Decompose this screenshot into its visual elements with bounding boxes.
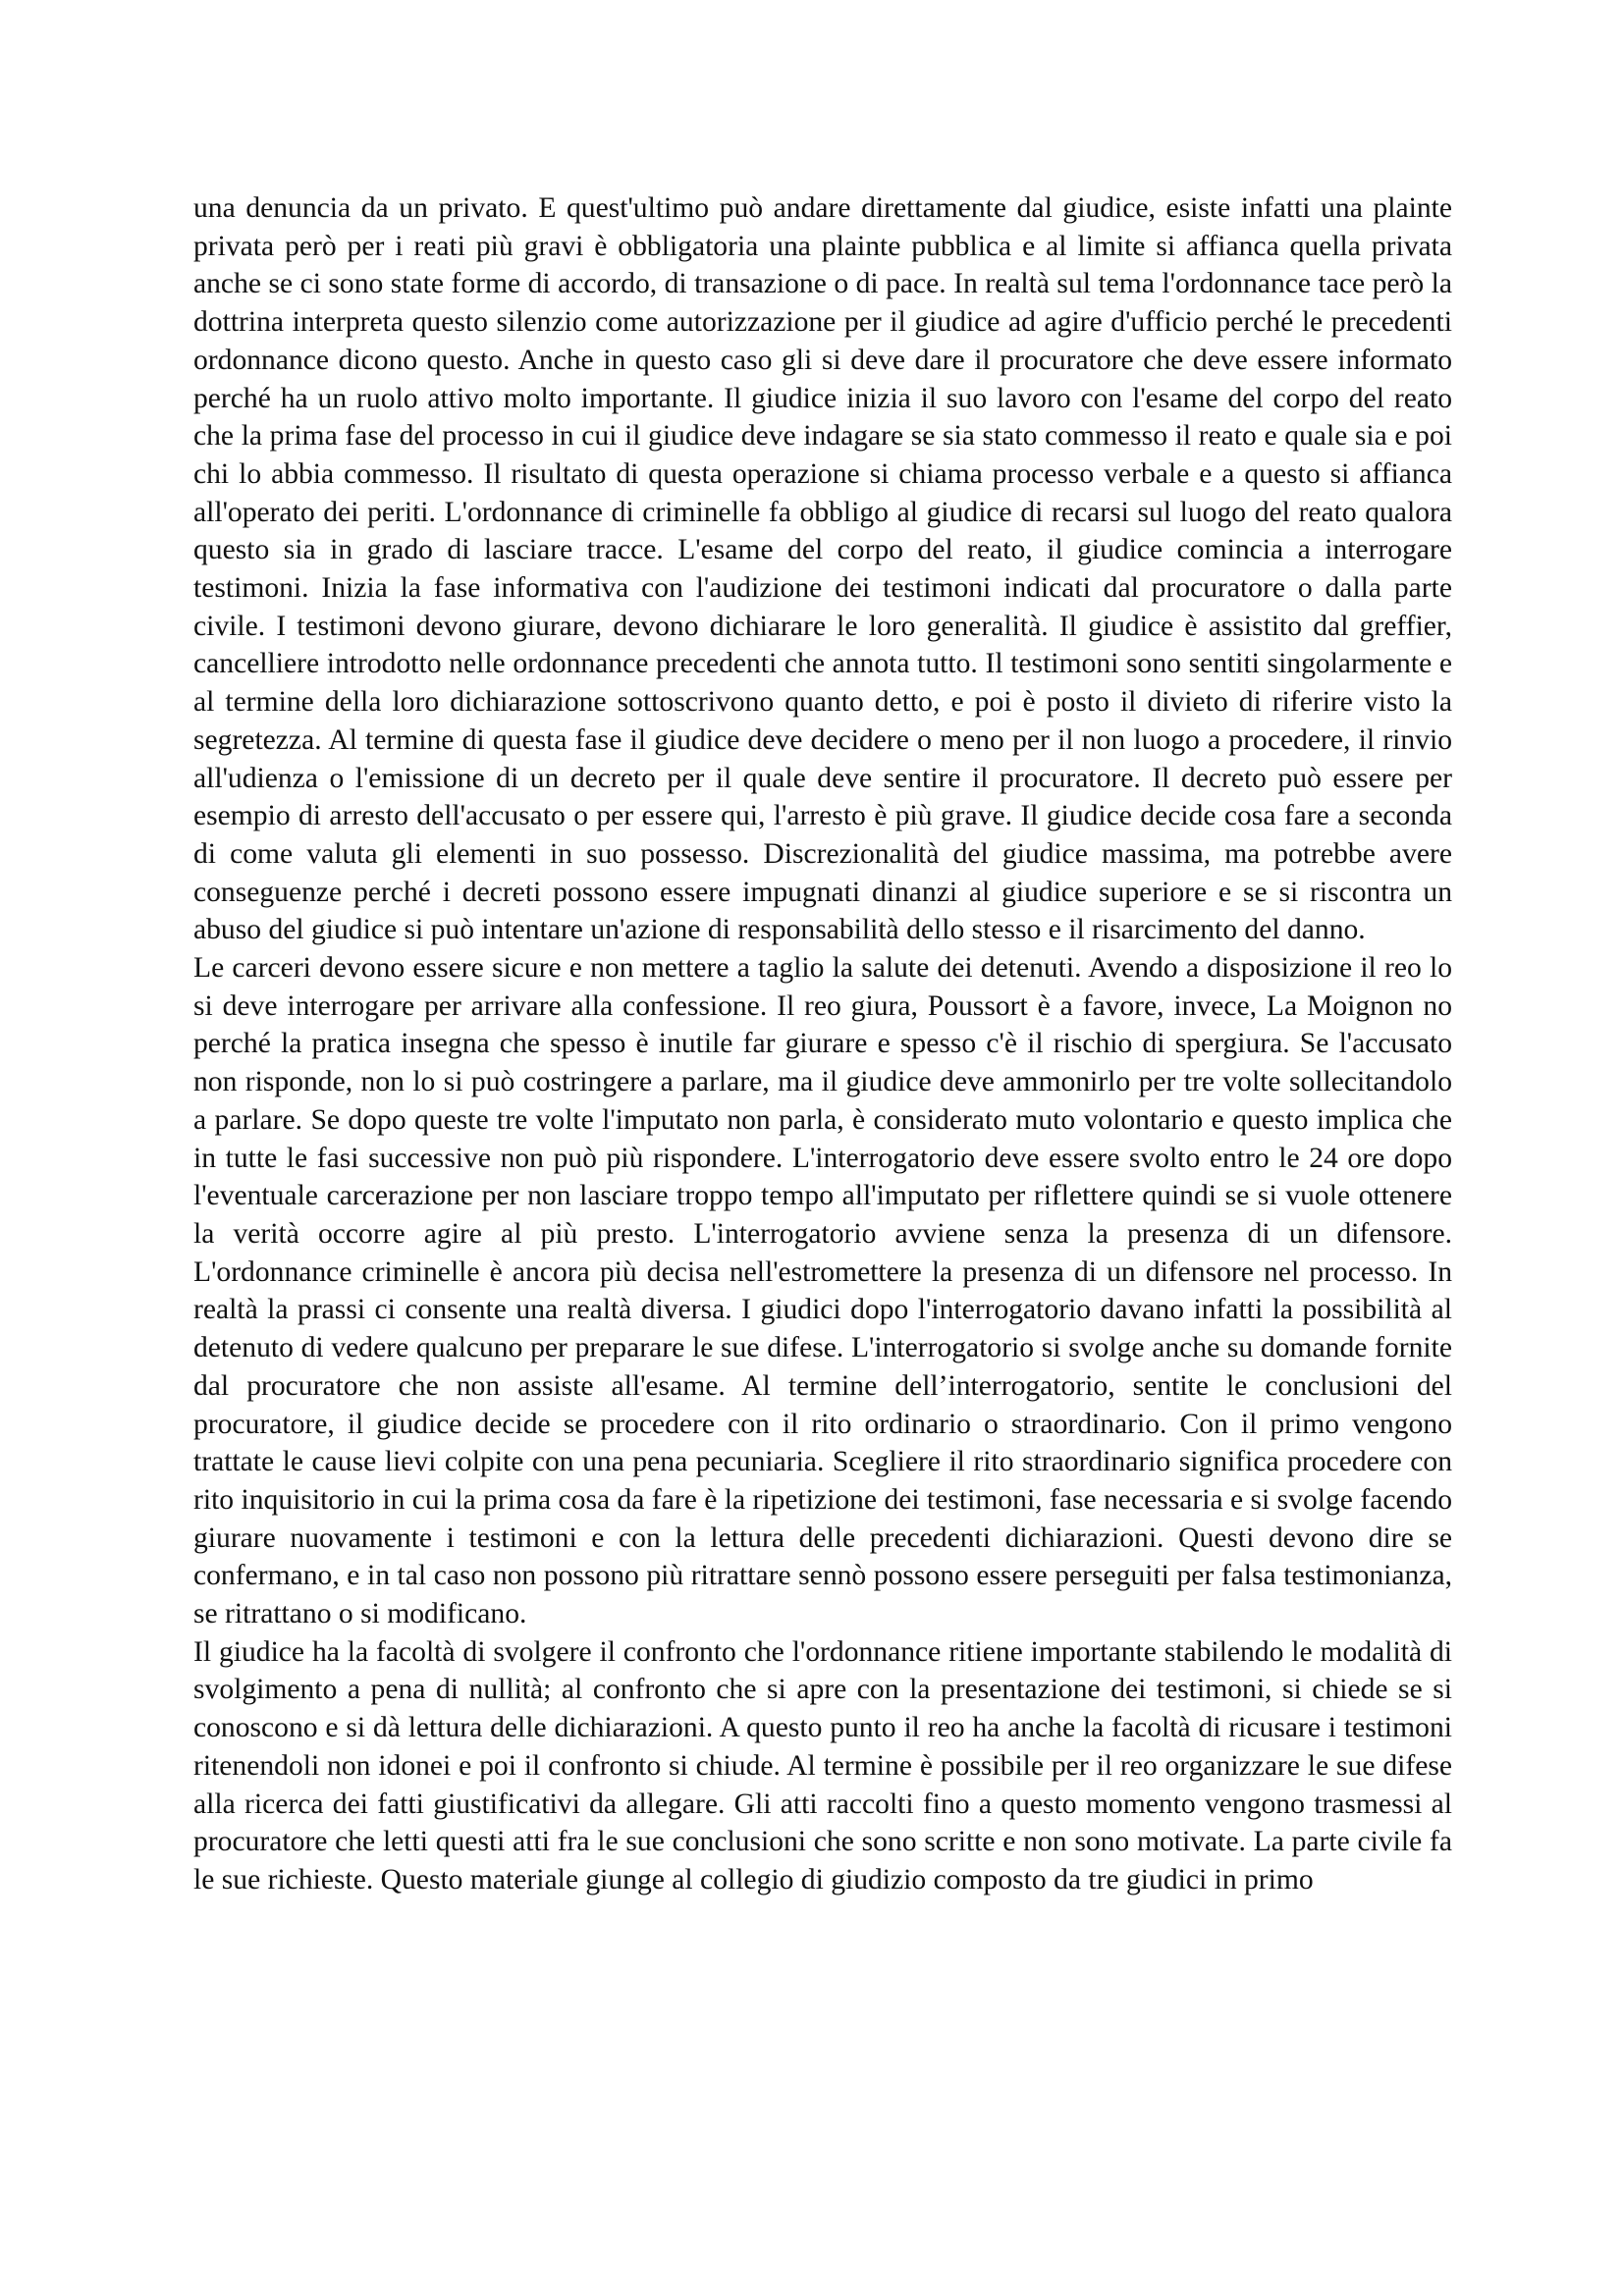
- paragraph-1: una denuncia da un privato. E quest'ultimo può andare direttamente dal giudice, esiste infatti una plainte privata però per i reati più gravi è obbligatoria una plainte pubblica e al limite si affianca quella privata anche se ci sono state forme di accordo, di transazione o di pace. In realtà sul tema l'ordonnance tace però la dottrina interpreta questo silenzio come autorizzazione per il giudice ad agire d'ufficio perché le precedenti ordonnance dicono questo. Anche in questo caso gli si deve dare il procuratore che deve essere informato perché ha un ruolo attivo molto importante. Il giudice inizia il suo lavoro con l'esame del corpo del reato che la prima fase del processo in cui il giudice deve indagare se sia stato commesso il reato e quale sia e poi chi lo abbia commesso. Il risultato di questa operazione si chiama processo verbale e a questo si affianca all'operato dei periti. L'ordonnance di criminelle fa obbligo al giudice di recarsi sul luogo del reato qualora questo sia in grado di lasciare tracce. L'esame del corpo del reato, il giudice comincia a interrogare testimoni. Inizia la fase informativa con l'audizione dei testimoni indicati dal procuratore o dalla parte civile. I testimoni devono giurare, devono dichiarare le loro generalità. Il giudice è assistito dal greffier, cancelliere introdotto nelle ordonnance precedenti che annota tutto. Il testimoni sono sentiti singolarmente e al termine della loro dichiarazione sottoscrivono quanto detto, e poi è posto il divieto di riferire visto la segretezza. Al termine di questa fase il giudice deve decidere o meno per il non luogo a procedere, il rinvio all'udienza o l'emissione di un decreto per il quale deve sentire il procuratore. Il decreto può essere per esempio di arresto dell'accusato o per essere qui, l'arresto è più grave. Il giudice decide cosa fare a seconda di come valuta gli elementi in suo possesso. Discrezionalità del giudice massima, ma potrebbe avere conseguenze perché i decreti possono essere impugnati dinanzi al giudice superiore e se si riscontra un abuso del giudice si può intentare un'azione di responsabilità dello stesso e il risarcimento del danno.: [193, 192, 1452, 946]
- document-page: [193, 189, 1452, 1899]
- paragraph-3: Il giudice ha la facoltà di svolgere il confronto che l'ordonnance ritiene importante stabilendo le modalità di svolgimento a pena di nullità; al confronto che si apre con la presentazione dei testimoni, si chiede se si conoscono e si dà lettura delle dichiarazioni. A questo punto il reo ha anche la facoltà di ricusare i testimoni ritenendoli non idonei e poi il confronto si chiude. Al termine è possibile per il reo organizzare le sue difese alla ricerca dei fatti giustificativi da allegare. Gli atti raccolti fino a questo momento vengono trasmessi al procuratore che letti questi atti fra le sue conclusioni che sono scritte e non sono motivate. La parte civile fa le sue richieste. Questo materiale giunge al collegio di giudizio composto da tre giudici in primo: [193, 1635, 1452, 1896]
- paragraph-2: Le carceri devono essere sicure e non mettere a taglio la salute dei detenuti. Avendo a disposizione il reo lo si deve interrogare per arrivare alla confessione. Il reo giura, Poussort è a favore, invece, La Moignon no perché la pratica insegna che spesso è inutile far giurare e spesso c'è il rischio di spergiura. Se l'accusato non risponde, non lo si può costringere a parlare, ma il giudice deve ammonirlo per tre volte sollecitandolo a parlare. Se dopo queste tre volte l'imputato non parla, è considerato muto volontario e questo implica che in tutte le fasi successive non può più rispondere. L'interrogatorio deve essere svolto entro le 24 ore dopo l'eventuale carcerazione per non lasciare troppo tempo all'imputato per riflettere quindi se si vuole ottenere la verità occorre agire al più presto. L'interrogatorio avviene senza la presenza di un difensore. L'ordonnance criminelle è ancora più decisa nell'estromettere la presenza di un difensore nel processo. In realtà la prassi ci consente una realtà diversa. I giudici dopo l'interrogatorio davano infatti la possibilità al detenuto di vedere qualcuno per preparare le sue difese. L'interrogatorio si svolge anche su domande fornite dal procuratore che non assiste all'esame. Al termine dell’interrogatorio, sentite le conclusioni del procuratore, il giudice decide se procedere con il rito ordinario o straordinario. Con il primo vengono trattate le cause lievi colpite con una pena pecuniaria. Scegliere il rito straordinario significa procedere con rito inquisitorio in cui la prima cosa da fare è la ripetizione dei testimoni, fase necessaria e si svolge facendo giurare nuovamente i testimoni e con la lettura delle precedenti dichiarazioni. Questi devono dire se confermano, e in tal caso non possono più ritrattare sennò possono essere perseguiti per falsa testimonianza, se ritrattano o si modificano.: [193, 952, 1452, 1630]
